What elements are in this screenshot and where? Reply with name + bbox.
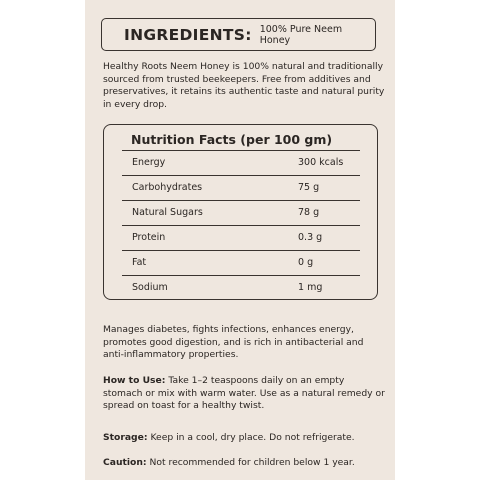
nutrient-value: 300 kcals bbox=[298, 157, 344, 168]
nutrient-value: 0 g bbox=[298, 257, 314, 268]
nutrient-name: Carbohydrates bbox=[132, 182, 203, 193]
caution-label: Caution: bbox=[103, 457, 147, 468]
nutrient-name: Sodium bbox=[132, 282, 168, 293]
nutrition-row bbox=[104, 175, 377, 200]
nutrient-value: 75 g bbox=[298, 182, 320, 193]
nutrient-value: 78 g bbox=[298, 207, 320, 218]
storage-label: Storage: bbox=[103, 432, 148, 443]
storage-paragraph bbox=[103, 432, 385, 445]
nutrient-name: Fat bbox=[132, 257, 147, 268]
storage-text: Keep in a cool, dry place. Do not refrigerate. bbox=[150, 432, 355, 443]
ingredients-title: INGREDIENTS: bbox=[124, 25, 252, 44]
caution-paragraph bbox=[103, 457, 385, 470]
nutrient-name: Natural Sugars bbox=[132, 207, 203, 218]
how-to-use-paragraph bbox=[103, 375, 385, 413]
nutrition-row bbox=[104, 275, 377, 300]
nutrient-value: 1 mg bbox=[298, 282, 323, 293]
nutrition-row bbox=[104, 150, 377, 175]
nutrient-value: 0.3 g bbox=[298, 232, 323, 243]
how-to-use-label: How to Use: bbox=[103, 375, 166, 386]
nutrient-name: Energy bbox=[132, 157, 166, 168]
intro-paragraph: Healthy Roots Neem Honey is 100% natural and traditionally sourced from trusted beekeepers. Free from additives and preservatives, it retains its authentic taste and natural purity in every drop. bbox=[103, 61, 385, 110]
nutrient-name: Protein bbox=[132, 232, 166, 243]
nutrition-row bbox=[104, 250, 377, 275]
how-to-use-text: Take 1–2 teaspoons daily on an empty stomach or mix with warm water. Use as a natural remedy or spread on toast for a healthy twist. bbox=[103, 375, 385, 412]
nutrition-row bbox=[104, 225, 377, 250]
ingredients-value: 100% Pure Neem Honey bbox=[259, 23, 343, 46]
nutrition-row bbox=[104, 200, 377, 225]
nutrition-facts-title: Nutrition Facts (per 100 gm) bbox=[131, 132, 333, 147]
nutrition-facts-box bbox=[103, 124, 378, 300]
benefits-paragraph: Manages diabetes, fights infections, enhances energy, promotes good digestion, and is rich in antibacterial and anti-inflammatory properties. bbox=[103, 324, 364, 361]
ingredients-box bbox=[101, 18, 376, 51]
caution-text: Not recommended for children below 1 year. bbox=[149, 457, 355, 468]
